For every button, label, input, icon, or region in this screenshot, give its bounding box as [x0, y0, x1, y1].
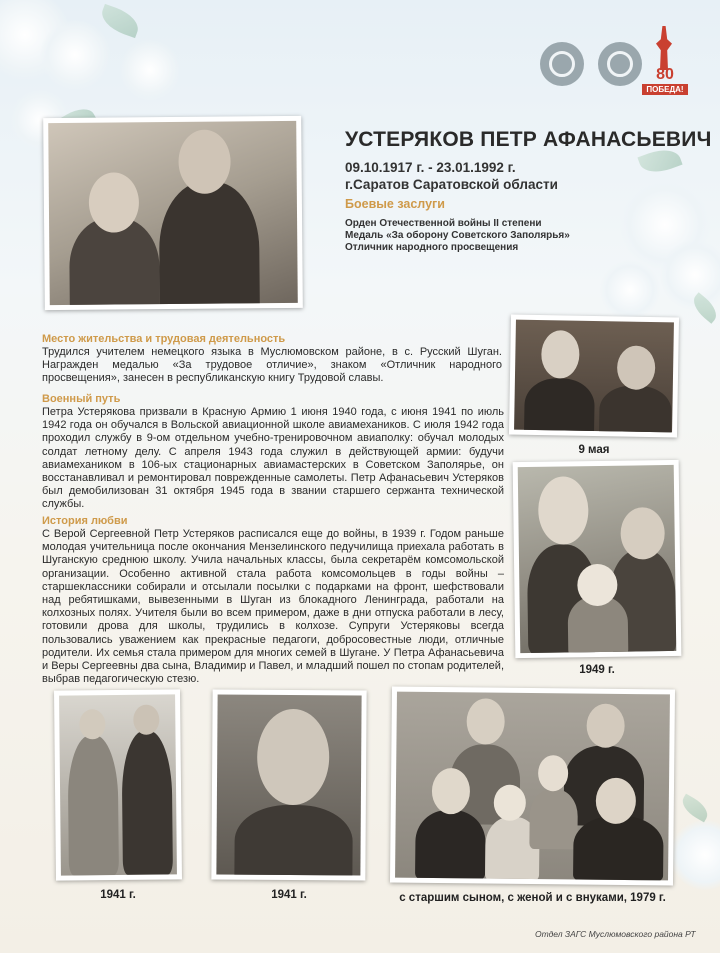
section-text-love-story: С Верой Сергеевной Петр Устеряков расписался еще до войны, в 1939 г. Годом раньше молодая учительница после окончания Мензелинского педучилища приехала работать в Шуганскую среднюю школу. Учила начальных классы, была секретарём комсомольской организации. Особенно активной стала работа комсомольцев в годы войны – старшеклассники собирали и отсылали посылки с подарками на фронт, шефствовали над ребятишками, вывезенными в Шуган из блокадного Ленинграда, работали на колхозных полях. Учителя были во всем примером, даже в дни отпуска работали в лесу, готовили дрова для школы, трудились в колхозе. Супруги Устеряковы всегда пользовались уважением как прекрасные педагоги, добросовестные люди, отличные родители. Их семья стала примером для многих семей в Шугане. У Петра Афанасьевича и Веры Сергеевны два сына, Владимир и Павел, и младший пошел по стопам родителей, выбрав педагогическую стезю.: [42, 528, 504, 686]
photo-1979-family: [390, 687, 675, 886]
emblem-icon: [540, 42, 584, 86]
merits-list: [345, 218, 570, 254]
logo-anniversary-word: ПОБЕДА!: [642, 84, 688, 95]
section-text-residence: Трудился учителем немецкого языка в Муслюмовском районе, в с. Русский Шуган. Награжден медалью «За трудовое отличие», знаком «Отличник народного просвещения», занесен в республиканскую книгу Трудовой славы.: [42, 346, 502, 385]
life-dates: 09.10.1917 г. - 23.01.1992 г.: [345, 160, 516, 175]
caption-1941-second: 1941 г.: [271, 889, 307, 901]
caption-1979: с старшим сыном, с женой и с внуками, 1979 г.: [399, 892, 666, 904]
section-heading-love-story: История любви: [42, 515, 128, 527]
photo-1941-two-soldiers: [54, 689, 182, 880]
section-heading-residence: Место жительства и трудовая деятельность: [42, 333, 286, 345]
caption-may-9: 9 мая: [578, 444, 610, 456]
footer-credit: Отдел ЗАГС Муслюмовского района РТ: [535, 929, 696, 939]
caption-1949: 1949 г.: [579, 664, 615, 676]
photo-1941-portrait: [211, 689, 366, 880]
birth-place: г.Саратов Саратовской области: [345, 177, 558, 192]
merit-item: Отличник народного просвещения: [345, 242, 519, 253]
wreath-emblem-icon: [598, 42, 642, 86]
photo-couple-portrait: [43, 116, 303, 310]
merits-heading: Боевые заслуги: [345, 197, 445, 211]
photo-1949-family: [513, 460, 682, 658]
section-heading-military: Военный путь: [42, 393, 121, 405]
merit-item: Орден Отечественной войны II степени: [345, 218, 542, 229]
caption-1941-first: 1941 г.: [100, 889, 136, 901]
monument-icon: [656, 26, 672, 70]
section-text-military: Петра Устерякова призвали в Красную Армию 1 июня 1940 года, с июня 1941 по июль 1942 года он обучался в Вольской авиационной школе авиамехаников. С июля 1942 года проходил службу в 9-ом отдельном учебно-тренировочном авиаполку: обучал молодых солдат летному делу. С апреля 1943 года служил в действующей армии: будучи авиамехаником в 106-ых стационарных авиамастерских в Советском Заполярье, он восстанавливал и ремонтировал поврежденные самолеты. Петр Афанасьевич Устеряков был демобилизован 31 октября 1945 года в звании старшего сержанта технической службы.: [42, 406, 504, 511]
person-name: УСТЕРЯКОВ ПЕТР АФАНАСЬЕВИЧ: [345, 128, 712, 151]
logo-anniversary-number: 80: [656, 66, 674, 83]
victory-80-logo: [642, 26, 688, 100]
partner-logos: [540, 42, 642, 86]
photo-may-9: [509, 315, 679, 438]
merit-item: Медаль «За оборону Советского Заполярья»: [345, 230, 570, 241]
